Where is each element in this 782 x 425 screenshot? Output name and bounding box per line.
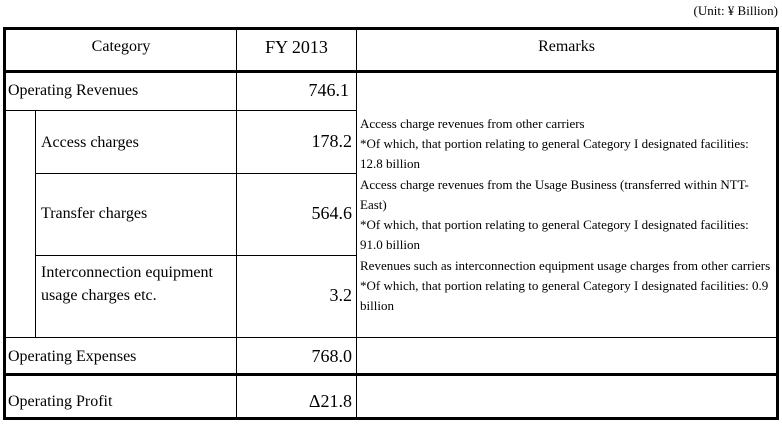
rule-sub-items-bottom bbox=[3, 337, 779, 338]
column-rule-2 bbox=[356, 27, 357, 420]
operating-expenses-value: 768.0 bbox=[311, 346, 352, 366]
interconnection-charges-remarks bbox=[360, 256, 772, 316]
table-right-border bbox=[776, 27, 779, 420]
transfer-charges-remark-note: *Of which, that portion relating to general Category I designated facilities: 91.0 billion bbox=[360, 217, 749, 252]
header-category: Category bbox=[91, 38, 151, 55]
rule-revenues bbox=[3, 110, 357, 111]
table-left-border bbox=[3, 27, 6, 420]
access-charges-value: 178.2 bbox=[311, 131, 352, 151]
header-fy2013: FY 2013 bbox=[265, 37, 328, 57]
operating-revenues-label: Operating Revenues bbox=[8, 82, 139, 99]
financial-table bbox=[3, 27, 779, 420]
rule-access bbox=[35, 173, 357, 174]
access-charges-remarks bbox=[360, 114, 772, 174]
interconnection-charges-label: Interconnection equipment usage charges etc. bbox=[41, 264, 213, 304]
indent-rule bbox=[35, 110, 36, 337]
interconnection-charges-remark-note: *Of which, that portion relating to general Category I designated facilities: 0.9 billion bbox=[360, 278, 769, 313]
header-remarks: Remarks bbox=[538, 38, 595, 55]
transfer-charges-remarks bbox=[360, 175, 772, 255]
transfer-charges-value: 564.6 bbox=[311, 203, 352, 223]
rule-expenses-bottom bbox=[3, 373, 779, 376]
interconnection-charges-remark-main: Revenues such as interconnection equipment usage charges from other carriers bbox=[360, 258, 771, 273]
unit-note: (Unit: ¥ Billion) bbox=[693, 3, 778, 18]
operating-expenses-label: Operating Expenses bbox=[8, 348, 137, 365]
transfer-charges-remark-main: Access charge revenues from the Usage Business (transferred within NTT-East) bbox=[360, 177, 749, 212]
operating-profit-label: Operating Profit bbox=[8, 393, 113, 410]
table-bottom-border bbox=[3, 417, 779, 420]
access-charges-remark-main: Access charge revenues from other carriers bbox=[360, 116, 585, 131]
access-charges-label: Access charges bbox=[41, 134, 139, 151]
rule-transfer bbox=[35, 255, 357, 256]
transfer-charges-label: Transfer charges bbox=[41, 205, 148, 222]
access-charges-remark-note: *Of which, that portion relating to general Category I designated facilities: 12.8 billion bbox=[360, 136, 749, 171]
header-bottom-border bbox=[3, 70, 779, 73]
interconnection-charges-value: 3.2 bbox=[329, 285, 352, 305]
table-top-border bbox=[3, 27, 779, 30]
operating-profit-value: Δ21.8 bbox=[308, 391, 352, 411]
operating-revenues-value: 746.1 bbox=[308, 80, 349, 100]
